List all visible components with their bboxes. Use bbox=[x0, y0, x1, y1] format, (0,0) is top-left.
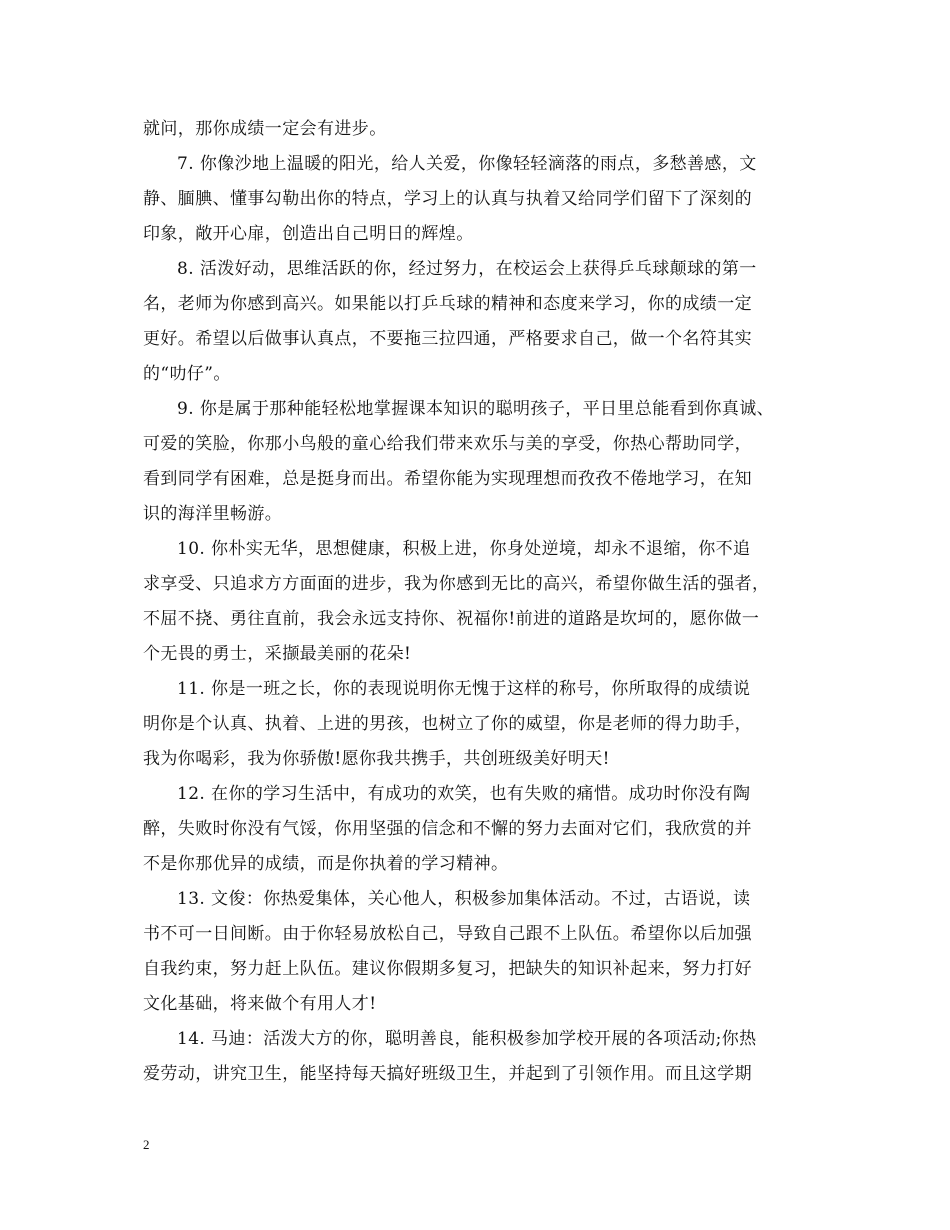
text-line: 8. 活泼好动，思维活跃的你，经过努力，在校运会上获得乒乓球颠球的第一 bbox=[177, 259, 757, 279]
text-line: 12. 在你的学习生活中，有成功的欢笑，也有失败的痛惜。成功时你没有陶 bbox=[177, 784, 751, 804]
text-line: 识的海洋里畅游。 bbox=[143, 504, 283, 524]
text-line: 11. 你是一班之长，你的表现说明你无愧于这样的称号，你所取得的成绩说 bbox=[177, 679, 751, 699]
text-line: 可爱的笑脸，你那小鸟般的童心给我们带来欢乐与美的享受，你热心帮助同学， bbox=[143, 434, 752, 454]
document-body bbox=[143, 112, 811, 1092]
text-line: 我为你喝彩，我为你骄傲!愿你我共携手，共创班级美好明天! bbox=[143, 749, 610, 769]
text-line: 爱劳动，讲究卫生，能坚持每天搞好班级卫生，并起到了引领作用。而且这学期 bbox=[143, 1064, 752, 1084]
text-line: 10. 你朴实无华，思想健康，积极上进，你身处逆境，却永不退缩，你不追 bbox=[177, 539, 751, 559]
text-line: 7. 你像沙地上温暖的阳光，给人关爱，你像轻轻滴落的雨点，多愁善感，文 bbox=[177, 154, 757, 174]
text-line: 看到同学有困难，总是挺身而出。希望你能为实现理想而孜孜不倦地学习，在知 bbox=[143, 469, 752, 489]
text-line: 书不可一日间断。由于你轻易放松自己，导致自己跟不上队伍。希望你以后加强 bbox=[143, 924, 752, 944]
text-line: 不是你那优异的成绩，而是你执着的学习精神。 bbox=[143, 854, 509, 874]
text-line: 的“叻仔”。 bbox=[143, 364, 231, 384]
text-line: 文化基础，将来做个有用人才! bbox=[143, 994, 377, 1014]
text-line: 不屈不挠、勇往直前，我会永远支持你、祝福你!前进的道路是坎坷的，愿你做一 bbox=[143, 609, 760, 629]
text-line: 13. 文俊：你热爱集体，关心他人，积极参加集体活动。不过，古语说，读 bbox=[177, 889, 751, 909]
text-line: 9. 你是属于那种能轻松地掌握课本知识的聪明孩子，平日里总能看到你真诚、 bbox=[177, 399, 775, 419]
text-line: 名，老师为你感到高兴。如果能以打乒乓球的精神和态度来学习，你的成绩一定 bbox=[143, 294, 752, 314]
text-line: 14. 马迪：活泼大方的你，聪明善良，能积极参加学校开展的各项活动;你热 bbox=[177, 1029, 757, 1049]
text-line: 印象，敞开心扉，创造出自己明日的辉煌。 bbox=[143, 224, 474, 244]
page-number: 2 bbox=[143, 1137, 150, 1152]
text-line: 更好。希望以后做事认真点，不要拖三拉四通，严格要求自己，做一个名符其实 bbox=[143, 329, 752, 349]
text-line: 明你是个认真、执着、上进的男孩，也树立了你的威望，你是老师的得力助手， bbox=[143, 714, 752, 734]
text-line: 静、腼腆、懂事勾勒出你的特点，学习上的认真与执着又给同学们留下了深刻的 bbox=[143, 189, 752, 209]
text-line: 个无畏的勇士，采撷最美丽的花朵! bbox=[143, 644, 412, 664]
text-line: 自我约束，努力赶上队伍。建议你假期多复习，把缺失的知识补起来，努力打好 bbox=[143, 959, 752, 979]
text-line: 求享受、只追求方方面面的进步，我为你感到无比的高兴，希望你做生活的强者， bbox=[143, 574, 770, 594]
text-line: 就问，那你成绩一定会有进步。 bbox=[143, 119, 387, 139]
text-line: 醉，失败时你没有气馁，你用坚强的信念和不懈的努力去面对它们，我欣赏的并 bbox=[143, 819, 752, 839]
